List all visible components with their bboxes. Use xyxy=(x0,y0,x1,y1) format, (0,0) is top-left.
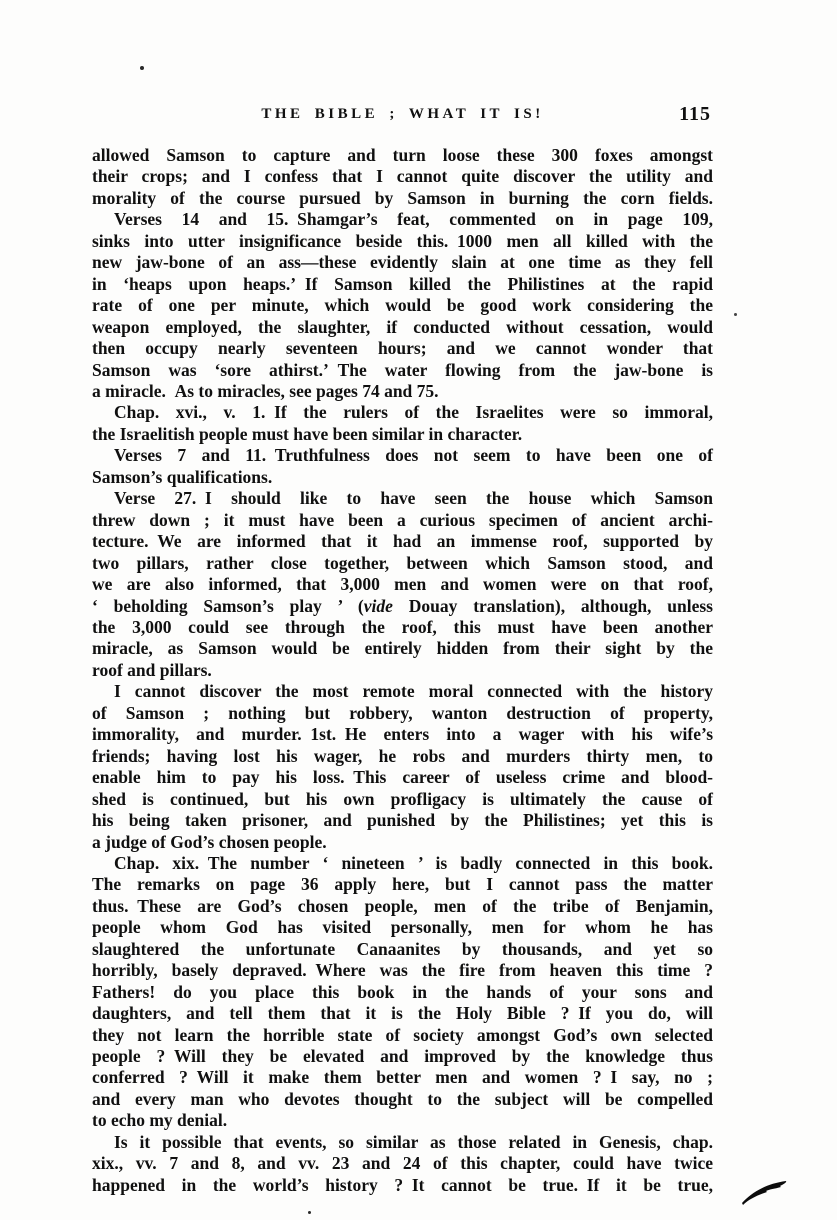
text-line: Verses 7 and 11. Truthfulness does not seem to have been one of xyxy=(114,445,713,466)
paragraph xyxy=(92,681,713,853)
text-line: The remarks on page 36 apply here, but I cannot pass the matter xyxy=(92,874,713,895)
text-line: rate of one per minute, which would be good work considering the xyxy=(92,295,713,316)
paragraph xyxy=(92,1132,713,1196)
text-block xyxy=(92,145,713,1196)
paragraph xyxy=(92,488,713,681)
text-line: their crops; and I confess that I cannot quite discover the utility and xyxy=(92,166,713,187)
text-line: slaughtered the unfortunate Canaanites by thousands, and yet so xyxy=(92,938,713,959)
text-line: conferred ? Will it make them better men and women ? I say, no ; xyxy=(92,1067,713,1088)
text-line: morality of the course pursued by Samson in burning the corn fields. xyxy=(92,187,713,208)
text-line: friends; having lost his wager, he robs and murders thirty men, to xyxy=(92,745,713,766)
scan-speck xyxy=(308,1211,311,1214)
text-line: Fathers! do you place this book in the hands of your sons and xyxy=(92,981,713,1002)
text-line: two pillars, rather close together, between which Samson stood, and xyxy=(92,552,713,573)
text-line: Verse 27. I should like to have seen the house which Samson xyxy=(114,488,713,509)
paragraph xyxy=(92,145,713,209)
text-line: thus. These are God’s chosen people, men of the tribe of Benjamin, xyxy=(92,895,713,916)
text-line: people whom God has visited personally, men for whom he has xyxy=(92,917,713,938)
text-line: horribly, basely depraved. Where was the fire from heaven this time ? xyxy=(92,960,713,981)
paragraph xyxy=(92,853,713,1132)
text-line: Is it possible that events, so similar as those related in Genesis, chap. xyxy=(114,1131,713,1152)
scan-speck xyxy=(734,313,737,316)
text-line: of Samson ; nothing but robbery, wanton destruction of property, xyxy=(92,702,713,723)
text-line: allowed Samson to capture and turn loose these 300 foxes amongst xyxy=(92,145,713,165)
text-line: Samson was ‘sore athirst.’ The water flowing from the jaw-bone is xyxy=(92,359,713,380)
text-line: we are also informed, that 3,000 men and women were on that roof, xyxy=(92,574,713,595)
text-line: daughters, and tell them that it is the Holy Bible ? If you do, will xyxy=(92,1003,713,1024)
text-line: enable him to pay his loss. This career of useless crime and blood- xyxy=(92,767,713,788)
paragraph xyxy=(92,209,713,402)
text-line: they not learn the horrible state of society amongst God’s own selected xyxy=(92,1024,713,1045)
scan-speck xyxy=(140,66,144,70)
text-line: Samson’s qualifications. xyxy=(92,466,273,487)
text-line: then occupy nearly seventeen hours; and we cannot wonder that xyxy=(92,338,713,359)
text-line: threw down ; it must have been a curious specimen of ancient archi- xyxy=(92,509,713,530)
text-line: immorality, and murder. 1st. He enters into a wager with his wife’s xyxy=(92,724,713,745)
ink-smudge xyxy=(740,1178,790,1206)
text-line: Chap. xix. The number ‘ nineteen ’ is badly connected in this book. xyxy=(114,852,713,873)
text-line: a judge of God’s chosen people. xyxy=(92,831,327,852)
text-line: the 3,000 could see through the roof, this must have been another xyxy=(92,616,713,637)
running-header xyxy=(92,103,713,128)
text-line: and every man who devotes thought to the subject will be compelled xyxy=(92,1088,713,1109)
text-line: his being taken prisoner, and punished by the Philistines; yet this is xyxy=(92,810,713,831)
text-line: roof and pillars. xyxy=(92,659,212,680)
text-line: xix., vv. 7 and 8, and vv. 23 and 24 of this chapter, could have twice xyxy=(92,1153,713,1174)
paragraph xyxy=(92,445,713,488)
text-line: happened in the world’s history ? It cannot be true. If it be true, xyxy=(92,1174,713,1195)
page-number: 115 xyxy=(679,103,711,125)
text-line: a miracle. As to miracles, see pages 74 and 75. xyxy=(92,380,439,401)
text-line: tecture. We are informed that it had an immense roof, supported by xyxy=(92,531,713,552)
header-title: THE BIBLE ; WHAT IT IS! xyxy=(261,106,544,122)
text-line: shed is continued, but his own profligacy is ultimately the cause of xyxy=(92,788,713,809)
paragraph xyxy=(92,402,713,445)
text-line: weapon employed, the slaughter, if conducted without cessation, would xyxy=(92,316,713,337)
text-line: new jaw-bone of an ass—these evidently slain at one time as they fell xyxy=(92,252,713,273)
text-line: Chap. xvi., v. 1. If the rulers of the Israelites were so immoral, xyxy=(114,402,713,423)
text-line: Verses 14 and 15. Shamgar’s feat, commented on in page 109, xyxy=(114,209,713,230)
text-line: miracle, as Samson would be entirely hidden from their sight by the xyxy=(92,638,713,659)
text-line: the Israelitish people must have been similar in character. xyxy=(92,423,523,444)
text-line: in ‘heaps upon heaps.’ If Samson killed the Philistines at the rapid xyxy=(92,273,713,294)
text-line: people ? Will they be elevated and improved by the knowledge thus xyxy=(92,1046,713,1067)
text-line: ‘ beholding Samson’s play ’ (vide Douay translation), although, unless xyxy=(92,595,713,616)
text-line: I cannot discover the most remote moral connected with the history xyxy=(114,681,713,702)
text-line: to echo my denial. xyxy=(92,1110,228,1131)
text-line: sinks into utter insignificance beside this. 1000 men all killed with the xyxy=(92,230,713,251)
